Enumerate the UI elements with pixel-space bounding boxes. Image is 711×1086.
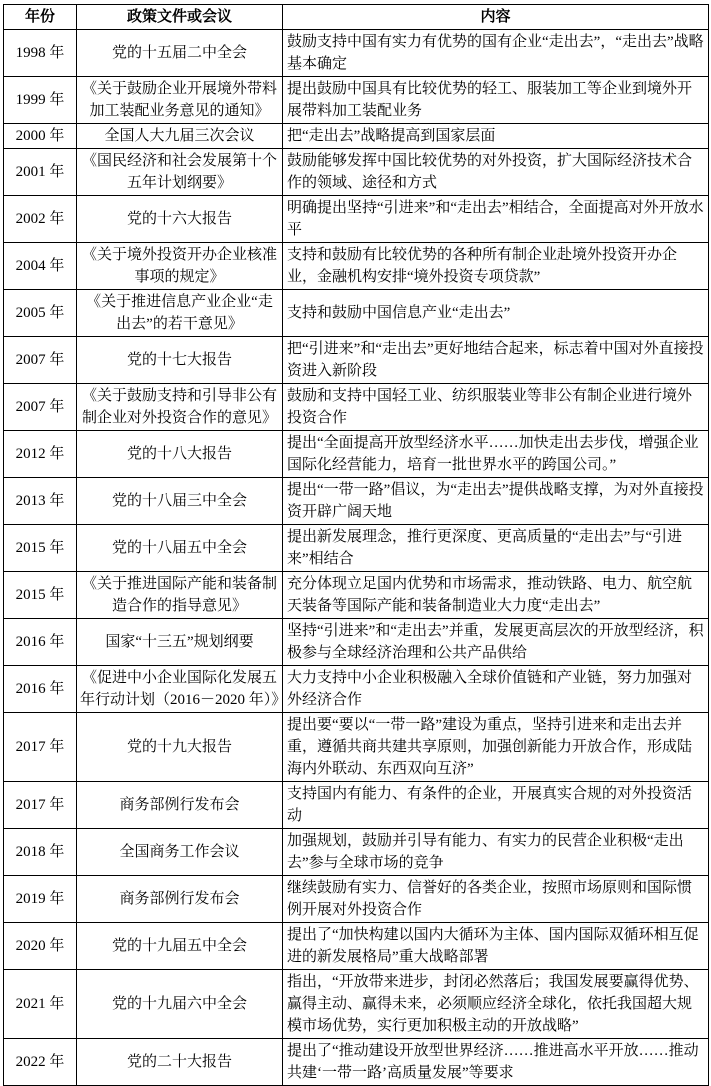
policy-cell: 党的十七大报告 [77, 337, 283, 384]
policy-cell: 党的十九大报告 [77, 713, 283, 782]
content-cell: 把“引进来”和“走出去”更好地结合起来，标志着中国对外直接投资进入新阶段 [283, 337, 709, 384]
policy-cell: 党的十九届六中全会 [77, 970, 283, 1039]
year-cell: 2007 年 [4, 337, 77, 384]
table-row [4, 290, 709, 337]
table-row [4, 431, 709, 478]
year-cell: 2000 年 [4, 124, 77, 149]
content-cell: 提出了“推动建设开放型世界经济……推进高水平开放……推动共建‘一带一路’高质量发展”等要求 [283, 1039, 709, 1086]
content-cell: 充分体现立足国内优势和市场需求，推动铁路、电力、航空航天装备等国际产能和装备制造业大力度“走出去” [283, 572, 709, 619]
content-cell: 鼓励能够发挥中国比较优势的对外投资，扩大国际经济技术合作的领域、途径和方式 [283, 149, 709, 196]
policy-cell: 《促进中小企业国际化发展五年行动计划（2016－2020 年）》 [77, 666, 283, 713]
year-cell: 2021 年 [4, 970, 77, 1039]
content-cell: 提出要“要以“一带一路”建设为重点，坚持引进来和走出去并重，遵循共商共建共享原则，加强创新能力开放合作，形成陆海内外联动、东西双向互济” [283, 713, 709, 782]
year-cell: 1999 年 [4, 77, 77, 124]
col-header-policy: 政策文件或会议 [77, 5, 283, 30]
table-row [4, 666, 709, 713]
content-cell: 支持国内有能力、有条件的企业，开展真实合规的对外投资活动 [283, 782, 709, 829]
table-row [4, 124, 709, 149]
year-cell: 2017 年 [4, 782, 77, 829]
content-cell: 提出“全面提高开放型经济水平……加快走出去步伐，增强企业国际化经营能力，培育一批世界水平的跨国公司。” [283, 431, 709, 478]
policy-cell: 党的十八届三中全会 [77, 478, 283, 525]
table-row [4, 572, 709, 619]
year-cell: 2015 年 [4, 572, 77, 619]
table-row [4, 384, 709, 431]
table-row [4, 876, 709, 923]
table-header [4, 5, 709, 30]
policy-cell: 《关于推进信息产业企业“走出去”的若干意见》 [77, 290, 283, 337]
policy-cell: 《关于推进国际产能和装备制造合作的指导意见》 [77, 572, 283, 619]
content-cell: 坚持“引进来”和“走出去”并重，发展更高层次的开放型经济，积极参与全球经济治理和公共产品供给 [283, 619, 709, 666]
content-cell: 把“走出去”战略提高到国家层面 [283, 124, 709, 149]
content-cell: 鼓励和支持中国轻工业、纺织服装业等非公有制企业进行境外投资合作 [283, 384, 709, 431]
year-cell: 2016 年 [4, 666, 77, 713]
table-row [4, 478, 709, 525]
table-row [4, 77, 709, 124]
table-row [4, 829, 709, 876]
table-row [4, 1039, 709, 1086]
policy-cell: 商务部例行发布会 [77, 876, 283, 923]
content-cell: 指出，“开放带来进步，封闭必然落后；我国发展要赢得优势、赢得主动、赢得未来，必须顺应经济全球化，依托我国超大规模市场优势，实行更加积极主动的开放战略” [283, 970, 709, 1039]
year-cell: 2017 年 [4, 713, 77, 782]
policy-cell: 商务部例行发布会 [77, 782, 283, 829]
content-cell: 继续鼓励有实力、信誉好的各类企业，按照市场原则和国际惯例开展对外投资合作 [283, 876, 709, 923]
content-cell: 大力支持中小企业积极融入全球价值链和产业链，努力加强对外经济合作 [283, 666, 709, 713]
col-header-content: 内容 [283, 5, 709, 30]
policy-cell: 全国人大九届三次会议 [77, 124, 283, 149]
table-row [4, 923, 709, 970]
content-cell: 提出“一带一路”倡议，为“走出去”提供战略支撑，为对外直接投资开辟广阔天地 [283, 478, 709, 525]
year-cell: 1998 年 [4, 30, 77, 77]
table-row [4, 30, 709, 77]
content-cell: 支持和鼓励中国信息产业“走出去” [283, 290, 709, 337]
policy-table [3, 4, 709, 1086]
policy-cell: 《关于鼓励企业开展境外带料加工装配业务意见的通知》 [77, 77, 283, 124]
year-cell: 2004 年 [4, 243, 77, 290]
content-cell: 加强规划，鼓励并引导有能力、有实力的民营企业积极“走出去”参与全球市场的竞争 [283, 829, 709, 876]
policy-cell: 《关于境外投资开办企业核准事项的规定》 [77, 243, 283, 290]
year-cell: 2012 年 [4, 431, 77, 478]
table-row [4, 619, 709, 666]
header-row [4, 5, 709, 30]
year-cell: 2007 年 [4, 384, 77, 431]
year-cell: 2022 年 [4, 1039, 77, 1086]
content-cell: 提出了“加快构建以国内大循环为主体、国内国际双循环相互促进的新发展格局”重大战略部署 [283, 923, 709, 970]
content-cell: 支持和鼓励有比较优势的各种所有制企业赴境外投资开办企业，金融机构安排“境外投资专项贷款” [283, 243, 709, 290]
policy-cell: 党的十八大报告 [77, 431, 283, 478]
year-cell: 2002 年 [4, 196, 77, 243]
policy-cell: 国家“十三五”规划纲要 [77, 619, 283, 666]
table-row [4, 525, 709, 572]
table-row [4, 149, 709, 196]
content-cell: 提出新发展理念，推行更深度、更高质量的“走出去”与“引进来”相结合 [283, 525, 709, 572]
year-cell: 2015 年 [4, 525, 77, 572]
table-row [4, 970, 709, 1039]
table-row [4, 243, 709, 290]
table-row [4, 713, 709, 782]
table-row [4, 196, 709, 243]
year-cell: 2005 年 [4, 290, 77, 337]
year-cell: 2001 年 [4, 149, 77, 196]
year-cell: 2016 年 [4, 619, 77, 666]
table-row [4, 782, 709, 829]
policy-cell: 党的十六大报告 [77, 196, 283, 243]
year-cell: 2020 年 [4, 923, 77, 970]
content-cell: 鼓励支持中国有实力有优势的国有企业“走出去”，“走出去”战略基本确定 [283, 30, 709, 77]
policy-cell: 《关于鼓励支持和引导非公有制企业对外投资合作的意见》 [77, 384, 283, 431]
year-cell: 2013 年 [4, 478, 77, 525]
year-cell: 2019 年 [4, 876, 77, 923]
policy-cell: 党的十八届五中全会 [77, 525, 283, 572]
policy-cell: 党的十五届二中全会 [77, 30, 283, 77]
year-cell: 2018 年 [4, 829, 77, 876]
table-row [4, 337, 709, 384]
policy-cell: 《国民经济和社会发展第十个五年计划纲要》 [77, 149, 283, 196]
content-cell: 明确提出坚持“引进来”和“走出去”相结合，全面提高对外开放水平 [283, 196, 709, 243]
policy-cell: 党的十九届五中全会 [77, 923, 283, 970]
content-cell: 提出鼓励中国具有比较优势的轻工、服装加工等企业到境外开展带料加工装配业务 [283, 77, 709, 124]
table-body [4, 30, 709, 1086]
col-header-year: 年份 [4, 5, 77, 30]
policy-cell: 党的二十大报告 [77, 1039, 283, 1086]
policy-cell: 全国商务工作会议 [77, 829, 283, 876]
